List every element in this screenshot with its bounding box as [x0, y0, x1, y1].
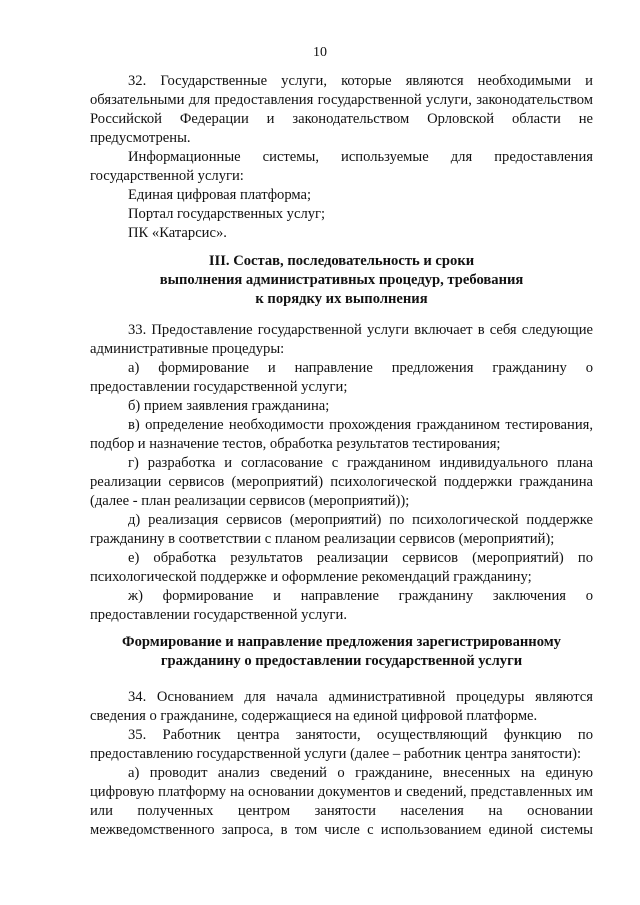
- item-a: а) проводит анализ сведений о гражданине, внесенных на единую цифровую платформу на основании документов и сведений, представленных им или полученных центром занятости населения на основании межведомственного запроса, в том числе с использованием единой системы: [90, 765, 593, 838]
- procedure-item: е) обработка результатов реализации сервисов (мероприятий) по психологической поддержке и оформление рекомендаций гражданину;: [90, 550, 593, 585]
- systems-intro: Информационные системы, используемые для предоставления государственной услуги:: [90, 149, 593, 184]
- subsection-heading: [90, 633, 593, 671]
- heading-line: к порядку их выполнения: [255, 291, 428, 307]
- procedure-item: б) прием заявления гражданина;: [128, 398, 330, 414]
- procedure-item: в) определение необходимости прохождения гражданином тестирования, подбор и назначение тестов, обработка результатов тестирования;: [90, 417, 593, 452]
- paragraph-34: 34. Основанием для начала административной процедуры являются сведения о гражданине, содержащиеся на единой цифровой платформе.: [90, 689, 593, 724]
- system-item: Единая цифровая платформа;: [128, 187, 312, 203]
- section-heading: [90, 252, 593, 309]
- section3-body: [90, 321, 593, 625]
- procedure-item: ж) формирование и направление гражданину заключения о предоставлении государственной услуги.: [90, 588, 593, 623]
- paragraph-32: 32. Государственные услуги, которые являются необходимыми и обязательными для предоставления государственной услуги, законодательством Российской Федерации и законодательством Орловской области не предусмотрены.: [90, 73, 593, 146]
- system-item: ПК «Катарсис».: [128, 225, 227, 241]
- heading-line: Формирование и направление предложения зарегистрированному: [122, 634, 561, 650]
- procedure-item: а) формирование и направление предложения гражданину о предоставлении государственной услуги;: [90, 360, 593, 395]
- subsection-body: [90, 688, 593, 840]
- intro-block: [90, 72, 593, 243]
- page-number: 10: [313, 45, 327, 60]
- heading-line: III. Состав, последовательность и сроки: [208, 253, 475, 269]
- paragraph-35: 35. Работник центра занятости, осуществляющий функцию по предоставлению государственной услуги (далее – работник центра занятости):: [90, 727, 593, 762]
- procedure-item: г) разработка и согласование с гражданином индивидуального плана реализации сервисов (мероприятий) психологической поддержки гражданина (далее - план реализации сервисов (мероприятий));: [90, 455, 593, 509]
- heading-line: гражданину о предоставлении государственной услуги: [160, 653, 523, 669]
- system-item: Портал государственных услуг;: [128, 206, 326, 222]
- procedure-item: д) реализация сервисов (мероприятий) по психологической поддержке гражданину в соответствии с планом реализации сервисов (мероприятий);: [90, 512, 593, 547]
- paragraph-33: 33. Предоставление государственной услуги включает в себя следующие административные процедуры:: [90, 322, 593, 357]
- heading-line: выполнения административных процедур, требования: [159, 272, 524, 288]
